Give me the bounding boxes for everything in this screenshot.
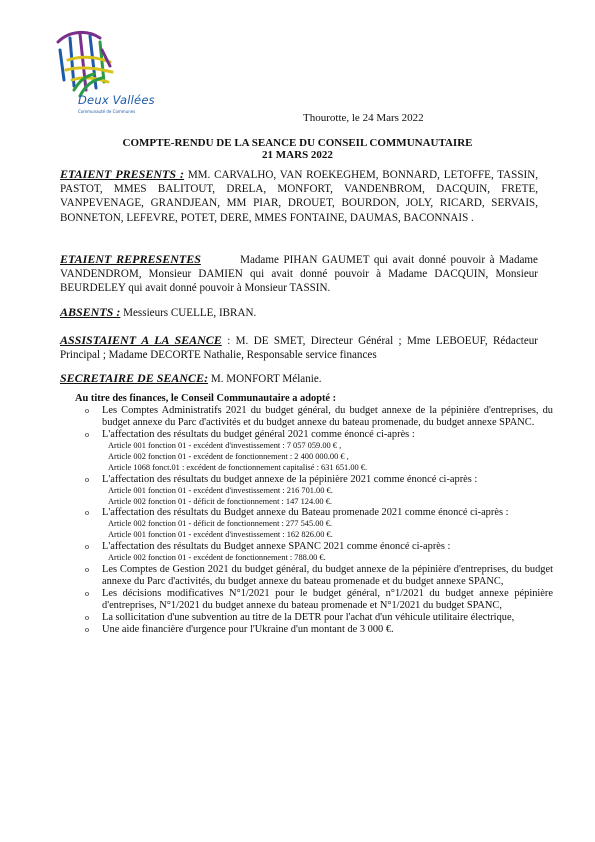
list-item-text: L'affectation des résultats du Budget annexe du Bateau promenade 2021 comme énoncé ci-après : (102, 507, 509, 519)
bullet-icon: o (85, 430, 89, 440)
list-item (85, 474, 553, 486)
bullet-icon: o (85, 474, 89, 484)
list-item-text: Les Comptes Administratifs 2021 du budget général, du budget annexe de la pépinière d'entreprises, du budget annexe du Parc d'activités et du budget annexe du bateau promenade, du budget annexe SPANC. (102, 405, 553, 429)
list-item-text: L'affectation des résultats du budget annexe de la pépinière 2021 comme énoncé ci-après : (102, 473, 478, 485)
document-title-date: 21 MARS 2022 (262, 149, 333, 161)
list-item (85, 612, 553, 624)
sub-line: Article 001 fonction 01 - excédent d'investissement : 216 701.00 €. (108, 485, 333, 495)
list-item (85, 541, 553, 553)
secretary-section (60, 371, 538, 386)
finances-intro: Au titre des finances, le Conseil Communautaire a adopté : (75, 393, 337, 404)
list-item-text: L'affectation des résultats du Budget annexe SPANC 2021 comme énoncé ci-après : (102, 541, 451, 553)
absents-section (60, 305, 538, 320)
list-item (85, 405, 553, 429)
assistants-section (60, 333, 538, 362)
sub-line: Article 002 fonction 01 - excédent de fonctionnement : 2 400 000.00 € , (108, 452, 349, 462)
finances-list (85, 405, 553, 637)
represented-label: ETAIENT REPRESENTES (60, 252, 201, 266)
secretary-text: M. MONFORT Mélanie. (210, 373, 322, 385)
assistants-label: ASSISTAIENT A LA SEANCE (60, 333, 222, 347)
list-item-text: La sollicitation d'une subvention au titre de la DETR pour l'achat d'un véhicule utilitaire électrique, (102, 612, 515, 624)
secretary-label: SECRETAIRE DE SEANCE: (60, 371, 209, 385)
sub-line: Article 001 fonction 01 - excédent d'investissement : 162 826.00 €. (108, 530, 333, 540)
absents-text: Messieurs CUELLE, IBRAN. (123, 307, 257, 319)
list-item (85, 429, 553, 441)
assistants-text: : M. DE SMET, Directeur Général ; Mme LEBOEUF, Rédacteur Principal ; Madame DECORTE Nathalie, Responsable service finances (60, 335, 538, 362)
document-title: COMPTE-RENDU DE LA SEANCE DU CONSEIL COMMUNAUTAIRE (122, 137, 473, 149)
bullet-icon: o (85, 613, 89, 623)
sub-line: Article 002 fonction 01 - excédent de fonctionnement : 788.00 €. (108, 553, 326, 563)
sub-line: Article 1068 fonct.01 : excédent de fonctionnement capitalisé : 631 651.00 €. (108, 462, 368, 472)
list-item (85, 564, 553, 588)
presents-section (60, 167, 538, 225)
bullet-icon: o (85, 564, 89, 574)
presents-text: MM. CARVALHO, VAN ROEKEGHEM, BONNARD, LETOFFE, TASSIN, PASTOT, MMES BALITOUT, DRELA, MONFORT, VANDENBROM, DACQUIN, FRETE, VANPEVENAGE, GRANDJEAN, MM PIAR, DROUET, BOURDON, JOLY, RICARD, SERVAIS, BONNETON, LEFEVRE, POTET, DERE, MMES FONTAINE, DAUMAS, BACONNAIS . (60, 169, 539, 224)
list-item-text: Les décisions modificatives N°1/2021 pour le budget général, n°1/2021 du budget annexe pépinière d'entreprises, N°1/2021 du budget annexe du bateau promenade et N°1/2021 du budget SPANC, (102, 588, 553, 612)
bullet-icon: o (85, 589, 89, 599)
bullet-icon: o (85, 625, 89, 635)
bullet-icon: o (85, 406, 89, 415)
place-date: Thourotte, le 24 Mars 2022 (303, 112, 424, 124)
represented-text: Madame PIHAN GAUMET qui avait donné pouvoir à Madame VANDENDROM, Monsieur DAMIEN qui avait donné pouvoir à Madame DACQUIN, Monsieur BEURDELEY qui avait donné pouvoir à Monsieur TASSIN. (60, 254, 538, 295)
bullet-icon: o (85, 508, 89, 518)
list-item-text: Une aide financière d'urgence pour l'Ukraine d'un montant de 3 000 €. (102, 624, 394, 636)
list-item (85, 624, 553, 636)
list-item (85, 588, 553, 612)
logo-subtitle: Communauté de Communes (78, 109, 136, 114)
absents-label: ABSENTS : (60, 305, 121, 319)
represented-section (60, 252, 538, 296)
list-item-text: L'affectation des résultats du budget général 2021 comme énoncé ci-après : (102, 429, 415, 441)
sub-line: Article 001 fonction 01 - excédent d'investissement : 7 057 059.00 € , (108, 441, 342, 451)
bullet-icon: o (85, 542, 89, 552)
presents-label: ETAIENT PRESENTS : (60, 167, 185, 181)
list-item (85, 507, 553, 519)
logo-brand-text: Deux Vallées (78, 93, 155, 107)
sub-line: Article 002 fonction 01 - déficit de fonctionnement : 277 545.00 €. (108, 519, 332, 529)
list-item-text: Les Comptes de Gestion 2021 du budget général, du budget annexe de la pépinière d'entreprises, du budget annexe du Parc d'activités, du budget annexe du bateau promenade et du budget annexe SPANC, (102, 563, 553, 588)
sub-line: Article 002 fonction 01 - déficit de fonctionnement : 147 124.00 €. (108, 496, 332, 506)
